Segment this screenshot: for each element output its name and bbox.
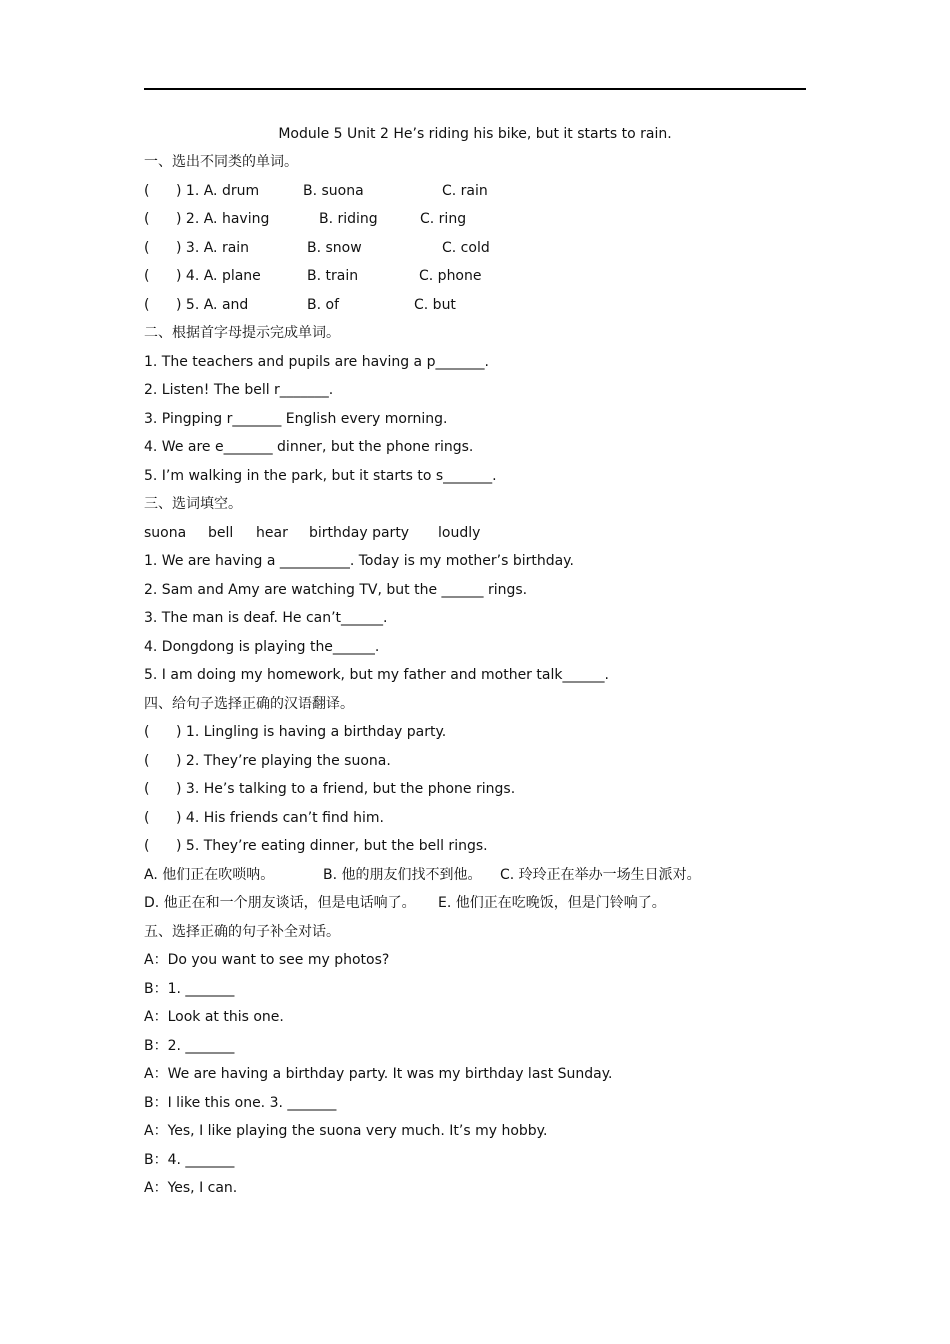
section2-heading: 二、根据首字母提示完成单词。	[144, 325, 340, 341]
option-a: ) 3. A. rain	[176, 240, 250, 256]
section3-heading: 三、选词填空。	[144, 496, 242, 512]
translation-option-a: A. 他们正在吹唢呐。	[144, 867, 275, 883]
answer-paren: (	[144, 838, 150, 854]
dialogue-line: A：Yes, I like playing the suona very much. It’s my hobby.	[144, 1123, 548, 1139]
section1-heading: 一、选出不同类的单词。	[144, 154, 298, 170]
word-bank-item: bell	[208, 525, 234, 541]
option-c: C. phone	[419, 268, 482, 284]
answer-paren: (	[144, 211, 150, 227]
answer-paren: (	[144, 810, 150, 826]
option-a: ) 1. A. drum	[176, 183, 260, 199]
section4-heading: 四、给句子选择正确的汉语翻译。	[144, 696, 354, 712]
option-b: B. of	[307, 297, 339, 313]
section2-item-2: 2. Listen! The bell r_______.	[144, 382, 334, 398]
option-c: C. ring	[420, 211, 467, 227]
section3-item-5: 5. I am doing my homework, but my father and mother talk______.	[144, 667, 609, 683]
section2-item-3: 3. Pingping r_______ English every morning.	[144, 411, 448, 427]
dialogue-line: B：2. _______	[144, 1038, 235, 1054]
option-a: ) 4. A. plane	[176, 268, 261, 284]
dialogue-line: B：1. _______	[144, 981, 235, 997]
word-bank-item: suona	[144, 525, 187, 541]
section3-item-1: 1. We are having a __________. Today is my mother’s birthday.	[144, 553, 574, 569]
answer-paren: (	[144, 753, 150, 769]
section3-item-4: 4. Dongdong is playing the______.	[144, 639, 380, 655]
dialogue-line: A：We are having a birthday party. It was my birthday last Sunday.	[144, 1066, 613, 1082]
section3-item-3: 3. The man is deaf. He can’t______.	[144, 610, 388, 626]
option-c: C. cold	[442, 240, 490, 256]
sentence: ) 3. He’s talking to a friend, but the phone rings.	[176, 781, 516, 797]
page-title: Module 5 Unit 2 He’s riding his bike, but it starts to rain.	[278, 126, 672, 142]
dialogue-line: A：Do you want to see my photos?	[144, 952, 390, 968]
option-b: B. train	[307, 268, 359, 284]
sentence: ) 4. His friends can’t find him.	[176, 810, 384, 826]
option-a: ) 2. A. having	[176, 211, 270, 227]
sentence: ) 1. Lingling is having a birthday party.	[176, 724, 447, 740]
translation-option-d: D. 他正在和一个朋友谈话，但是电话响了。	[144, 895, 416, 911]
dialogue-line: B：4. _______	[144, 1152, 235, 1168]
option-c: C. but	[414, 297, 456, 313]
answer-paren: (	[144, 781, 150, 797]
word-bank-item: loudly	[438, 525, 481, 541]
option-b: B. suona	[303, 183, 364, 199]
option-a: ) 5. A. and	[176, 297, 249, 313]
section5-heading: 五、选择正确的句子补全对话。	[144, 924, 340, 940]
sentence: ) 5. They’re eating dinner, but the bell rings.	[176, 838, 488, 854]
dialogue-line: A：Look at this one.	[144, 1009, 284, 1025]
answer-paren: (	[144, 724, 150, 740]
sentence: ) 2. They’re playing the suona.	[176, 753, 391, 769]
section3-item-2: 2. Sam and Amy are watching TV, but the ______ rings.	[144, 582, 528, 598]
answer-paren: (	[144, 240, 150, 256]
answer-paren: (	[144, 268, 150, 284]
translation-option-c: C. 玲玲正在举办一场生日派对。	[500, 867, 701, 883]
header-rule	[144, 88, 806, 90]
section2-item-4: 4. We are e_______ dinner, but the phone rings.	[144, 439, 474, 455]
translation-option-b: B. 他的朋友们找不到他。	[323, 867, 482, 883]
translation-option-e: E. 他们正在吃晚饭，但是门铃响了。	[438, 895, 666, 911]
option-c: C. rain	[442, 183, 488, 199]
option-b: B. riding	[319, 211, 378, 227]
section2-item-1: 1. The teachers and pupils are having a p_______.	[144, 354, 489, 370]
dialogue-line: B：I like this one. 3. _______	[144, 1095, 337, 1111]
answer-paren: (	[144, 297, 150, 313]
dialogue-line: A：Yes, I can.	[144, 1180, 238, 1196]
word-bank-item: birthday party	[309, 525, 410, 541]
option-b: B. snow	[307, 240, 362, 256]
section2-item-5: 5. I’m walking in the park, but it starts to s_______.	[144, 468, 497, 484]
word-bank-item: hear	[256, 525, 288, 541]
answer-paren: (	[144, 183, 150, 199]
